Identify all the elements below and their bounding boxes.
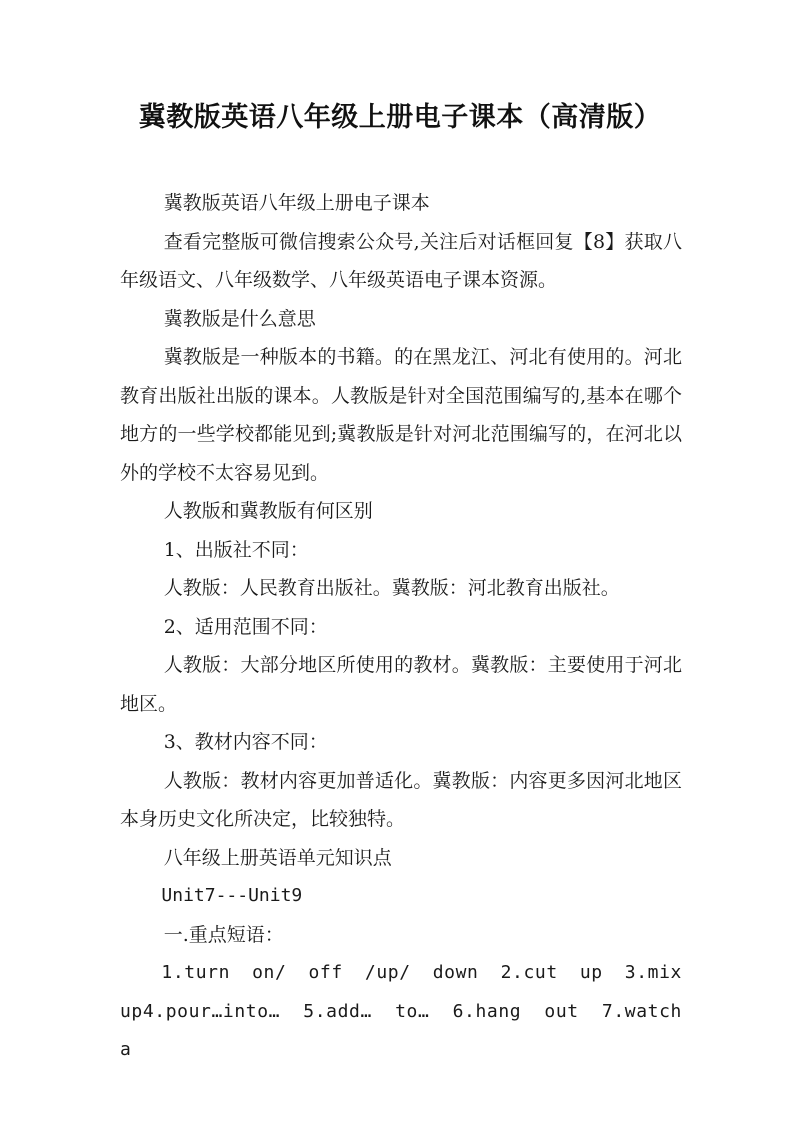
paragraph-heading-knowledge: 八年级上册英语单元知识点 — [163, 846, 392, 869]
paragraph-point-2-detail: 人教版：大部分地区所使用的教材。冀教版：主要使用于河北地区。 — [120, 654, 682, 715]
paragraph-key-phrases-heading: 一.重点短语： — [163, 923, 284, 946]
paragraph-point-1-detail: 人教版：人民教育出版社。冀教版：河北教育出版社。 — [163, 577, 620, 599]
paragraph-wechat-notice: 查看完整版可微信搜索公众号,关注后对话框回复【8】获取八年级语文、八年级数学、八年级英语电子课本资源。 — [120, 230, 682, 291]
document-body — [120, 184, 682, 1070]
paragraph-meaning: 冀教版是一种版本的书籍。的在黑龙江、河北有使用的。河北教育出版社出版的课本。人教版是针对全国范围编写的,基本在哪个地方的一些学校都能见到;冀教版是针对河北范围编写的，在河北以外的学校不太容易见到。 — [120, 346, 682, 484]
paragraph-key-phrases: 1.turn on/ off /up/ down 2.cut up 3.mix up4.pour…into… 5.add… to… 6.hang out 7.watch a — [120, 962, 682, 1060]
paragraph-unit-range: Unit7---Unit9 — [161, 885, 303, 906]
paragraph-point-2: 2、适用范围不同： — [163, 615, 328, 638]
paragraph-heading-difference: 人教版和冀教版有何区别 — [163, 500, 373, 522]
document-title: 冀教版英语八年级上册电子课本（高清版） — [138, 102, 662, 133]
paragraph-subtitle: 冀教版英语八年级上册电子课本 — [163, 192, 430, 214]
paragraph-heading-meaning: 冀教版是什么意思 — [163, 307, 316, 330]
paragraph-point-1: 1、出版社不同： — [163, 538, 309, 561]
paragraph-point-3: 3、教材内容不同： — [163, 731, 328, 753]
paragraph-point-3-detail: 人教版：教材内容更加普适化。冀教版：内容更多因河北地区本身历史文化所决定，比较独特。 — [120, 769, 682, 830]
